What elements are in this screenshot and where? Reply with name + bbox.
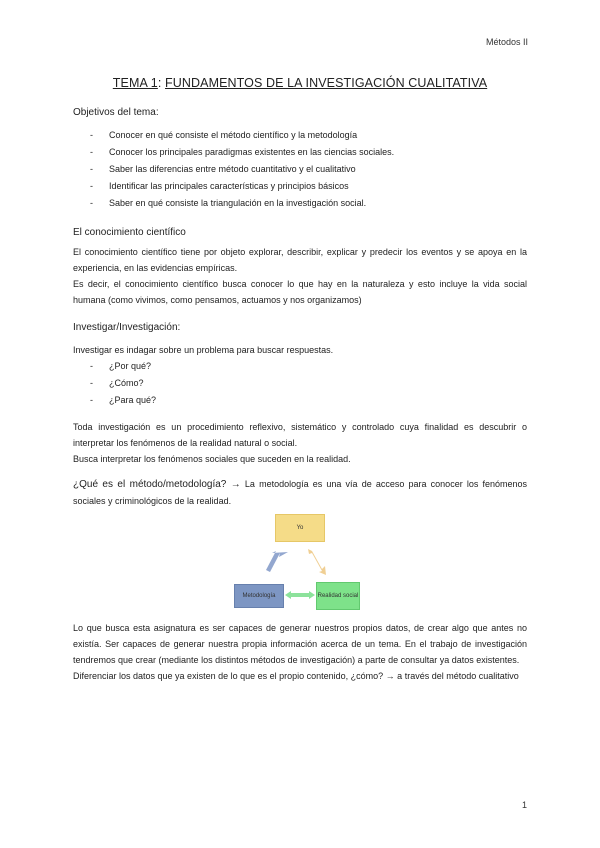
- investigate-intro: Investigar es indagar sobre un problema para buscar respuestas.: [73, 345, 334, 355]
- method-answer: La metodología es una vía de acceso para conocer los fenómenos sociales y criminológicos de la realidad.: [73, 479, 528, 506]
- objectives-heading: Objetivos del tema:: [73, 107, 159, 118]
- page-title: [0, 76, 600, 90]
- page-number: 1: [521, 800, 527, 810]
- list-item: - Conocer los principales paradigmas existentes en las ciencias sociales.: [73, 144, 527, 161]
- arrow-bottom-icon: [285, 591, 315, 599]
- scientific-section: [73, 225, 527, 308]
- list-item: - Saber las diferencias entre método cuantitativo y el cualitativo: [73, 161, 527, 178]
- arrow-right-icon: [308, 549, 326, 575]
- title-prefix: TEMA 1: [112, 76, 158, 90]
- list-item: - Conocer en qué consiste el método científico y la metodología: [73, 127, 527, 144]
- closing-section: [73, 620, 527, 684]
- method-question: ¿Qué es el método/metodología? →: [73, 479, 241, 490]
- list-item: - ¿Cómo?: [73, 375, 527, 392]
- investigate-heading: Investigar/Investigación:: [73, 322, 181, 333]
- header-course: Métodos II: [485, 37, 528, 47]
- scientific-paragraph-2: Es decir, el conocimiento científico busca conocer lo que hay en la naturaleza y esto incluye la vida social humana (como vivimos, como pensamos, actuamos y nos organizamos): [73, 279, 527, 305]
- objectives-section: [73, 105, 527, 212]
- diagram-box-yo: Yo: [275, 514, 325, 542]
- list-item: - ¿Para qué?: [73, 392, 527, 409]
- diagram-box-metodologia: Metodología: [234, 584, 284, 608]
- investigate-paragraph-1: Toda investigación es un procedimiento reflexivo, sistemático y controlado cuya finalidad es descubrir o interpretar los fenómenos de la realidad natural o social.: [73, 422, 527, 448]
- title-main: FUNDAMENTOS DE LA INVESTIGACIÓN CUALITATIVA: [165, 76, 488, 90]
- scientific-paragraph-1: El conocimiento científico tiene por objeto explorar, describir, explicar y predecir los eventos y se apoya en la experiencia, en las evidencias empíricas.: [73, 247, 527, 273]
- investigate-paragraph-2: Busca interpretar los fenómenos sociales que suceden en la realidad.: [73, 454, 351, 464]
- method-paragraph: [73, 476, 527, 509]
- closing-paragraph-1: Lo que busca esta asignatura es ser capaces de generar nuestros propios datos, de crear algo que antes no existía. Ser capaces de generar nuestra propia información acerca de un tema. En el trabajo de investigación tendremos que crear (mediante los distintos métodos de investigación) a parte de consultar ya datos existentes.: [73, 623, 527, 665]
- investigate-section: [73, 320, 527, 409]
- diagram-box-realidad: Realidad social: [316, 582, 360, 610]
- closing-paragraph-2: Diferenciar los datos que ya existen de lo que es el propio contenido, ¿cómo? → a través del método cualitativo: [73, 671, 519, 681]
- objectives-list: [73, 127, 527, 212]
- arrow-left-icon: [266, 551, 288, 572]
- questions-list: [73, 358, 527, 409]
- list-item: - Saber en qué consiste la triangulación en la investigación social.: [73, 195, 527, 212]
- scientific-heading: El conocimiento científico: [73, 227, 186, 238]
- investigate-body: [73, 419, 527, 467]
- list-item: - Identificar las principales características y principios básicos: [73, 178, 527, 195]
- method-diagram: [230, 512, 360, 608]
- list-item: - ¿Por qué?: [73, 358, 527, 375]
- title-separator: :: [157, 76, 166, 90]
